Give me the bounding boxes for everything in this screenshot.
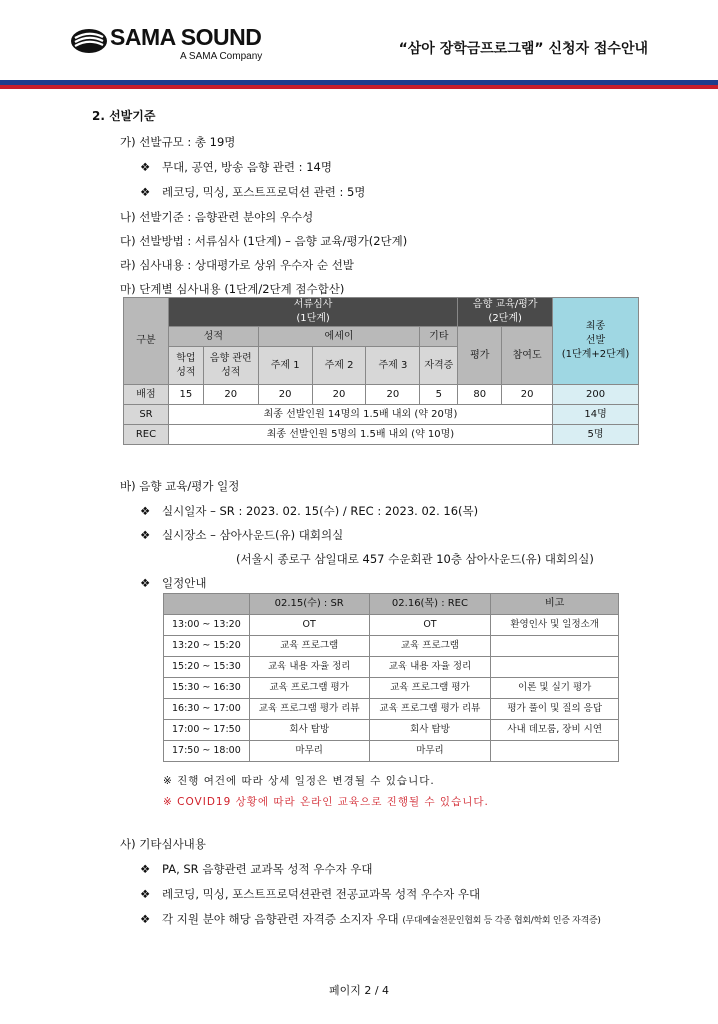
- schedule-time: 16:30 ~ 17:00: [164, 699, 250, 720]
- schedule-cell: 사내 데모룸, 장비 시연: [491, 720, 619, 741]
- schedule-cell: 회사 탐방: [369, 720, 491, 741]
- item-ba: 바) 음향 교육/평가 일정: [120, 479, 240, 493]
- schedule-time: 15:20 ~ 15:30: [164, 657, 250, 678]
- schedule-note: ※ 진행 여건에 따라 상세 일정은 변경될 수 있습니다.: [163, 775, 435, 787]
- schedule-cell: 교육 프로그램 평가 리뷰: [369, 699, 491, 720]
- ga-bullet-2: [140, 184, 365, 200]
- item-ga: 가) 선발규모 : 총 19명: [120, 135, 236, 149]
- points-cell: 20: [502, 385, 553, 405]
- ga-item-text: 무대, 공연, 방송 음향 관련 : 14명: [162, 160, 332, 174]
- points-cell: 20: [203, 385, 258, 405]
- schedule-cell: 마무리: [369, 741, 491, 762]
- sa-bullet-2: [140, 886, 480, 902]
- schedule-time: 13:20 ~ 15:20: [164, 636, 250, 657]
- points-cell-final: 200: [553, 385, 639, 405]
- audio-grade-label: 음향 관련: [209, 352, 252, 364]
- academic-label: 학업: [176, 352, 196, 364]
- sa-bullet-3: [140, 911, 601, 927]
- points-row-label: 배점: [124, 385, 169, 405]
- section-heading: 2. 선발기준: [92, 109, 156, 123]
- schedule-cell: 교육 프로그램 평가 리뷰: [249, 699, 369, 720]
- sr-row-final: 14명: [553, 405, 639, 425]
- table-row: [164, 636, 619, 657]
- schedule-cell: 평가 풀이 및 질의 응답: [491, 699, 619, 720]
- score-header-stage1: [168, 298, 457, 327]
- score-header-academic: [168, 347, 203, 385]
- points-cell: 5: [420, 385, 458, 405]
- schedule-cell: 교육 프로그램 평가: [369, 678, 491, 699]
- item-da: 다) 선발방법 : 서류심사 (1단계) – 음향 교육/평가(2단계): [120, 234, 408, 248]
- schedule-cell: 교육 내용 자율 정리: [249, 657, 369, 678]
- diamond-bullet-icon: ❖: [140, 576, 151, 590]
- rec-row-label: REC: [124, 425, 169, 445]
- diamond-bullet-icon: ❖: [140, 887, 151, 901]
- ga-bullet-1: [140, 159, 332, 175]
- score-header-eval: 평가: [458, 327, 502, 385]
- ba-item-text: 실시장소 – 삼아사운드(유) 대회의실: [162, 528, 344, 542]
- schedule-time: 13:00 ~ 13:20: [164, 615, 250, 636]
- score-header-etc: 기타: [420, 327, 458, 347]
- schedule-time: 17:00 ~ 17:50: [164, 720, 250, 741]
- schedule-cell: 교육 프로그램: [369, 636, 491, 657]
- ba-bullet-2: [140, 527, 343, 543]
- score-table: [123, 297, 639, 445]
- header-red-stripe: [0, 85, 718, 89]
- points-cell: 80: [458, 385, 502, 405]
- sr-row-label: SR: [124, 405, 169, 425]
- score-header-topic1: 주제 1: [258, 347, 312, 385]
- points-cell: 20: [258, 385, 312, 405]
- score-header-topic3: 주제 3: [366, 347, 420, 385]
- points-cell: 20: [312, 385, 366, 405]
- diamond-bullet-icon: ❖: [140, 912, 151, 926]
- schedule-header-cell: 비고: [491, 594, 619, 615]
- schedule-time: 15:30 ~ 16:30: [164, 678, 250, 699]
- table-row: [164, 615, 619, 636]
- stage1-sub-label: (1단계): [296, 313, 330, 324]
- score-header-final: [553, 298, 639, 385]
- score-header-participation: 참여도: [502, 327, 553, 385]
- schedule-label: 일정안내: [162, 576, 207, 590]
- ga-item-text: 레코딩, 믹싱, 포스트프로덕션 관련 : 5명: [162, 185, 366, 199]
- page-number: 페이지 2 / 4: [328, 984, 390, 997]
- diamond-bullet-icon: ❖: [140, 528, 151, 542]
- sa-item-text: 레코딩, 믹싱, 포스트프로덕션관련 전공교과목 성적 우수자 우대: [162, 887, 481, 901]
- schedule-cell: 교육 프로그램 평가: [249, 678, 369, 699]
- stage2-sub-label: (2단계): [488, 313, 522, 324]
- sa-item-small-text: (무대예술전문인협회 등 각종 협회/학회 인증 자격증): [402, 916, 601, 926]
- item-sa: 사) 기타심사내용: [120, 837, 206, 851]
- table-row: [164, 699, 619, 720]
- schedule-cell: [491, 636, 619, 657]
- document-title: “삼아 장학금프로그램” 신청자 접수안내: [398, 41, 648, 57]
- table-row: [164, 720, 619, 741]
- ba-item-text: 실시일자 – SR : 2023. 02. 15(수) / REC : 2023. 02. 16(목): [162, 504, 479, 518]
- page-header: [0, 0, 718, 96]
- diamond-bullet-icon: ❖: [140, 862, 151, 876]
- score-header-topic2: 주제 2: [312, 347, 366, 385]
- schedule-cell: 교육 내용 자율 정리: [369, 657, 491, 678]
- schedule-cell: 마무리: [249, 741, 369, 762]
- sama-logo-icon: [70, 28, 108, 54]
- schedule-cell: 교육 프로그램: [249, 636, 369, 657]
- item-ma: 마) 단계별 심사내용 (1단계/2단계 점수합산): [120, 282, 345, 296]
- sa-item-text: 각 지원 분야 해당 음향관련 자격증 소지자 우대: [162, 912, 399, 926]
- schedule-cell: OT: [249, 615, 369, 636]
- brand-name: SAMA SOUND: [110, 24, 262, 50]
- score-header-grades: 성적: [168, 327, 258, 347]
- final-label-3: (1단계+2단계): [561, 349, 630, 360]
- address-text: (서울시 종로구 삼일대로 457 수운회관 10층 삼아사운드(유) 대회의실): [236, 552, 594, 566]
- score-header-audio-grade: [203, 347, 258, 385]
- schedule-cell: OT: [369, 615, 491, 636]
- schedule-header-cell: 02.15(수) : SR: [249, 594, 369, 615]
- table-row: [164, 741, 619, 762]
- points-cell: 20: [366, 385, 420, 405]
- schedule-table: [163, 593, 619, 762]
- schedule-cell: 환영인사 및 일정소개: [491, 615, 619, 636]
- brand-subtitle: A SAMA Company: [180, 51, 263, 62]
- sa-bullet-1: [140, 861, 372, 877]
- rec-row-final: 5명: [553, 425, 639, 445]
- schedule-cell: 이론 및 실기 평가: [491, 678, 619, 699]
- schedule-header-cell: 02.16(목) : REC: [369, 594, 491, 615]
- table-row: [164, 657, 619, 678]
- schedule-cell: [491, 741, 619, 762]
- item-ra: 라) 심사내용 : 상대평가로 상위 우수자 순 선발: [120, 258, 354, 272]
- covid-note: ※ COVID19 상황에 따라 온라인 교육으로 진행될 수 있습니다.: [163, 796, 489, 808]
- diamond-bullet-icon: ❖: [140, 185, 151, 199]
- schedule-cell: 회사 탐방: [249, 720, 369, 741]
- score-header-gubun: 구분: [124, 298, 169, 385]
- item-na: 나) 선발기준 : 음향관련 분야의 우수성: [120, 210, 314, 224]
- points-cell: 15: [168, 385, 203, 405]
- sama-sound-logo: [70, 24, 280, 66]
- diamond-bullet-icon: ❖: [140, 160, 151, 174]
- sa-item-text: PA, SR 음향관련 교과목 성적 우수자 우대: [162, 862, 373, 876]
- score-header-stage2: [458, 298, 553, 327]
- stage2-label: 음향 교육/평가: [472, 299, 538, 310]
- schedule-time: 17:50 ~ 18:00: [164, 741, 250, 762]
- score-header-cert: 자격증: [420, 347, 458, 385]
- final-label-2: 선발: [585, 335, 606, 346]
- ba-bullet-1: [140, 503, 478, 519]
- diamond-bullet-icon: ❖: [140, 504, 151, 518]
- audio-grade-label-2: 성적: [221, 366, 241, 378]
- schedule-header-cell: [164, 594, 250, 615]
- schedule-bullet: [140, 575, 206, 591]
- final-label: 최종: [585, 321, 606, 332]
- stage1-label: 서류심사: [293, 299, 333, 310]
- sr-row-text: 최종 선발인원 14명의 1.5배 내외 (약 20명): [168, 405, 552, 425]
- academic-label-2: 성적: [176, 366, 196, 378]
- table-row: [164, 678, 619, 699]
- schedule-cell: [491, 657, 619, 678]
- score-header-essay: 에세이: [258, 327, 420, 347]
- rec-row-text: 최종 선발인원 5명의 1.5배 내외 (약 10명): [168, 425, 552, 445]
